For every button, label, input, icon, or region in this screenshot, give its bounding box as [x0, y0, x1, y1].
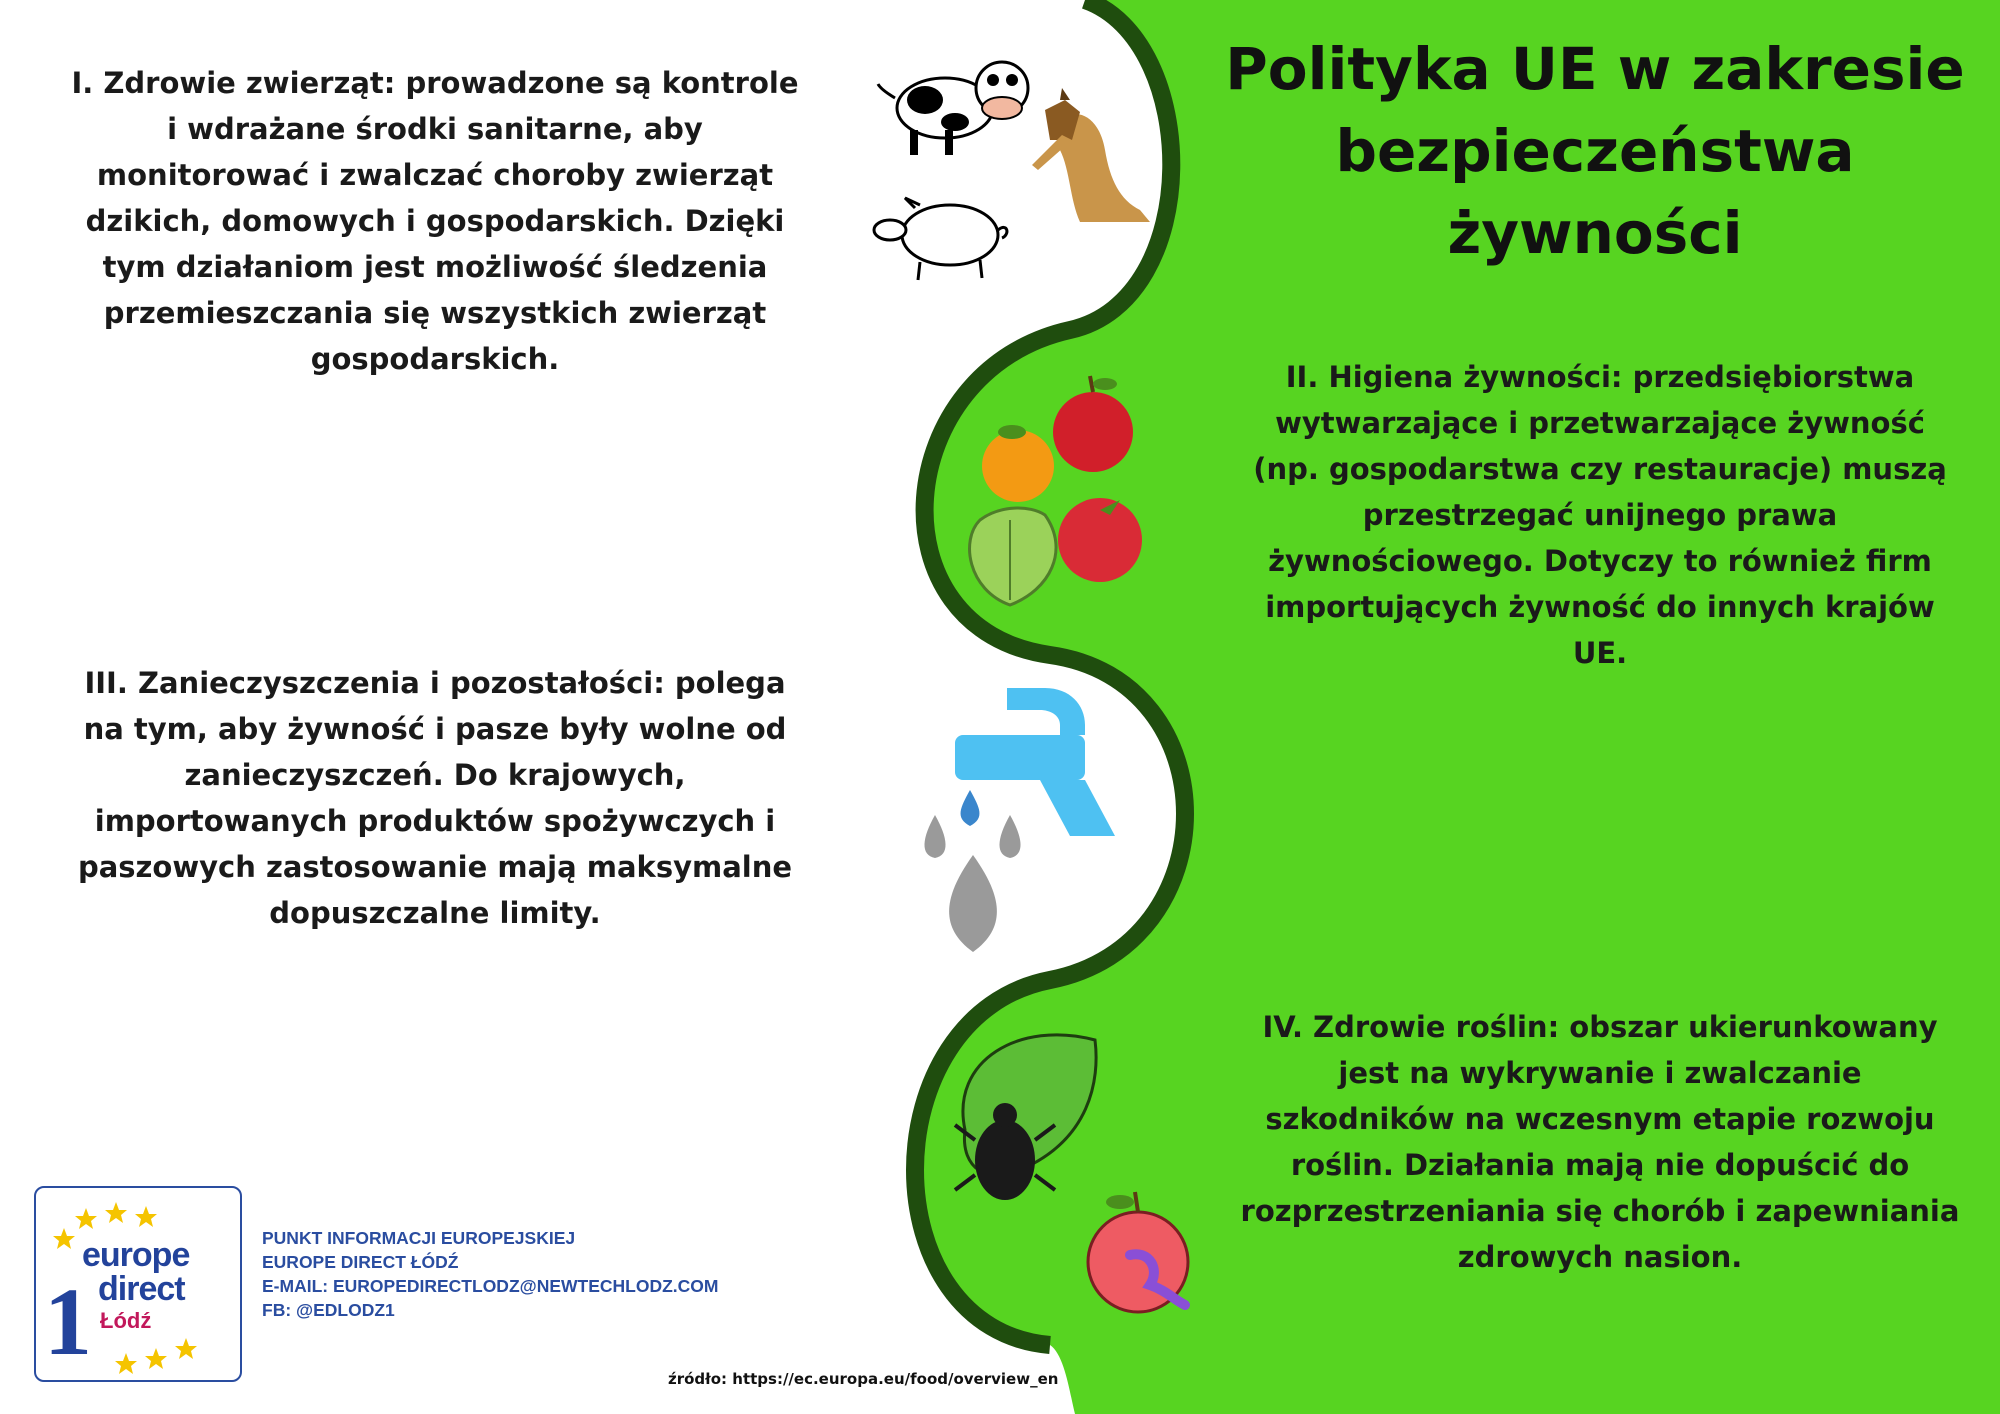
- logo-word-direct: direct: [98, 1270, 185, 1308]
- logo-word-europe: europe: [82, 1236, 190, 1274]
- section-food-hygiene: II. Higiena żywności: przedsiębiorstwa wytwarzające i przetwarzające żywność (np. gospodarstwa czy restauracje) muszą przestrzegać unijnego prawa żywnościowego. Dotyczy to również firm importujących żywność do innych krajów UE.: [1253, 360, 1947, 670]
- water-tap-icon: [924, 688, 1115, 952]
- contact-email[interactable]: E-MAIL: EUROPEDIRECTLODZ@NEWTECHLODZ.COM: [262, 1276, 719, 1296]
- leaf-beetle-icon: [955, 1035, 1096, 1200]
- page-title: Polityka UE w zakresie bezpieczeństwa żywności: [1225, 35, 1965, 267]
- section-plant-health: IV. Zdrowie roślin: obszar ukierunkowany jest na wykrywanie i zwalczanie szkodników na wczesnym etapie rozwoju roślin. Działania mają nie dopuścić do rozprzestrzeniania się chorób i zapewniania zdrowych nasion.: [1240, 1010, 1960, 1274]
- cow-icon: [878, 62, 1028, 155]
- contact-line-2: EUROPE DIRECT ŁÓDŹ: [262, 1252, 459, 1272]
- contact-facebook[interactable]: FB: @EDLODZ1: [262, 1300, 395, 1320]
- wormy-apple-icon: [1088, 1192, 1188, 1312]
- logo-city: Łódź: [100, 1308, 152, 1333]
- section-animal-health: I. Zdrowie zwierząt: prowadzone są kontrole i wdrażane środki sanitarne, aby monitorować i zwalczać choroby zwierząt dzikich, domowych i gospodarskich. Dzięki tym działaniom jest możliwość śledzenia przemieszczania się wszystkich zwierząt gospodarskich.: [71, 66, 799, 376]
- fruit-vegetables-icon: [970, 376, 1142, 605]
- logo-numeral-one-icon: 1: [44, 1268, 92, 1375]
- europe-direct-logo: [34, 1186, 242, 1382]
- dog-icon: [1032, 88, 1150, 222]
- contact-line-1: PUNKT INFORMACJI EUROPEJSKIEJ: [262, 1228, 576, 1248]
- pig-icon: [874, 198, 1007, 280]
- section-contaminants: III. Zanieczyszczenia i pozostałości: polega na tym, aby żywność i pasze były wolne od zanieczyszczeń. Do krajowych, importowanych produktów spożywczych i paszowych zastosowanie mają maksymalne dopuszczalne limity.: [77, 666, 793, 930]
- source-note: źródło: https://ec.europa.eu/food/overview_en: [668, 1370, 1059, 1388]
- contact-block: [262, 1226, 718, 1322]
